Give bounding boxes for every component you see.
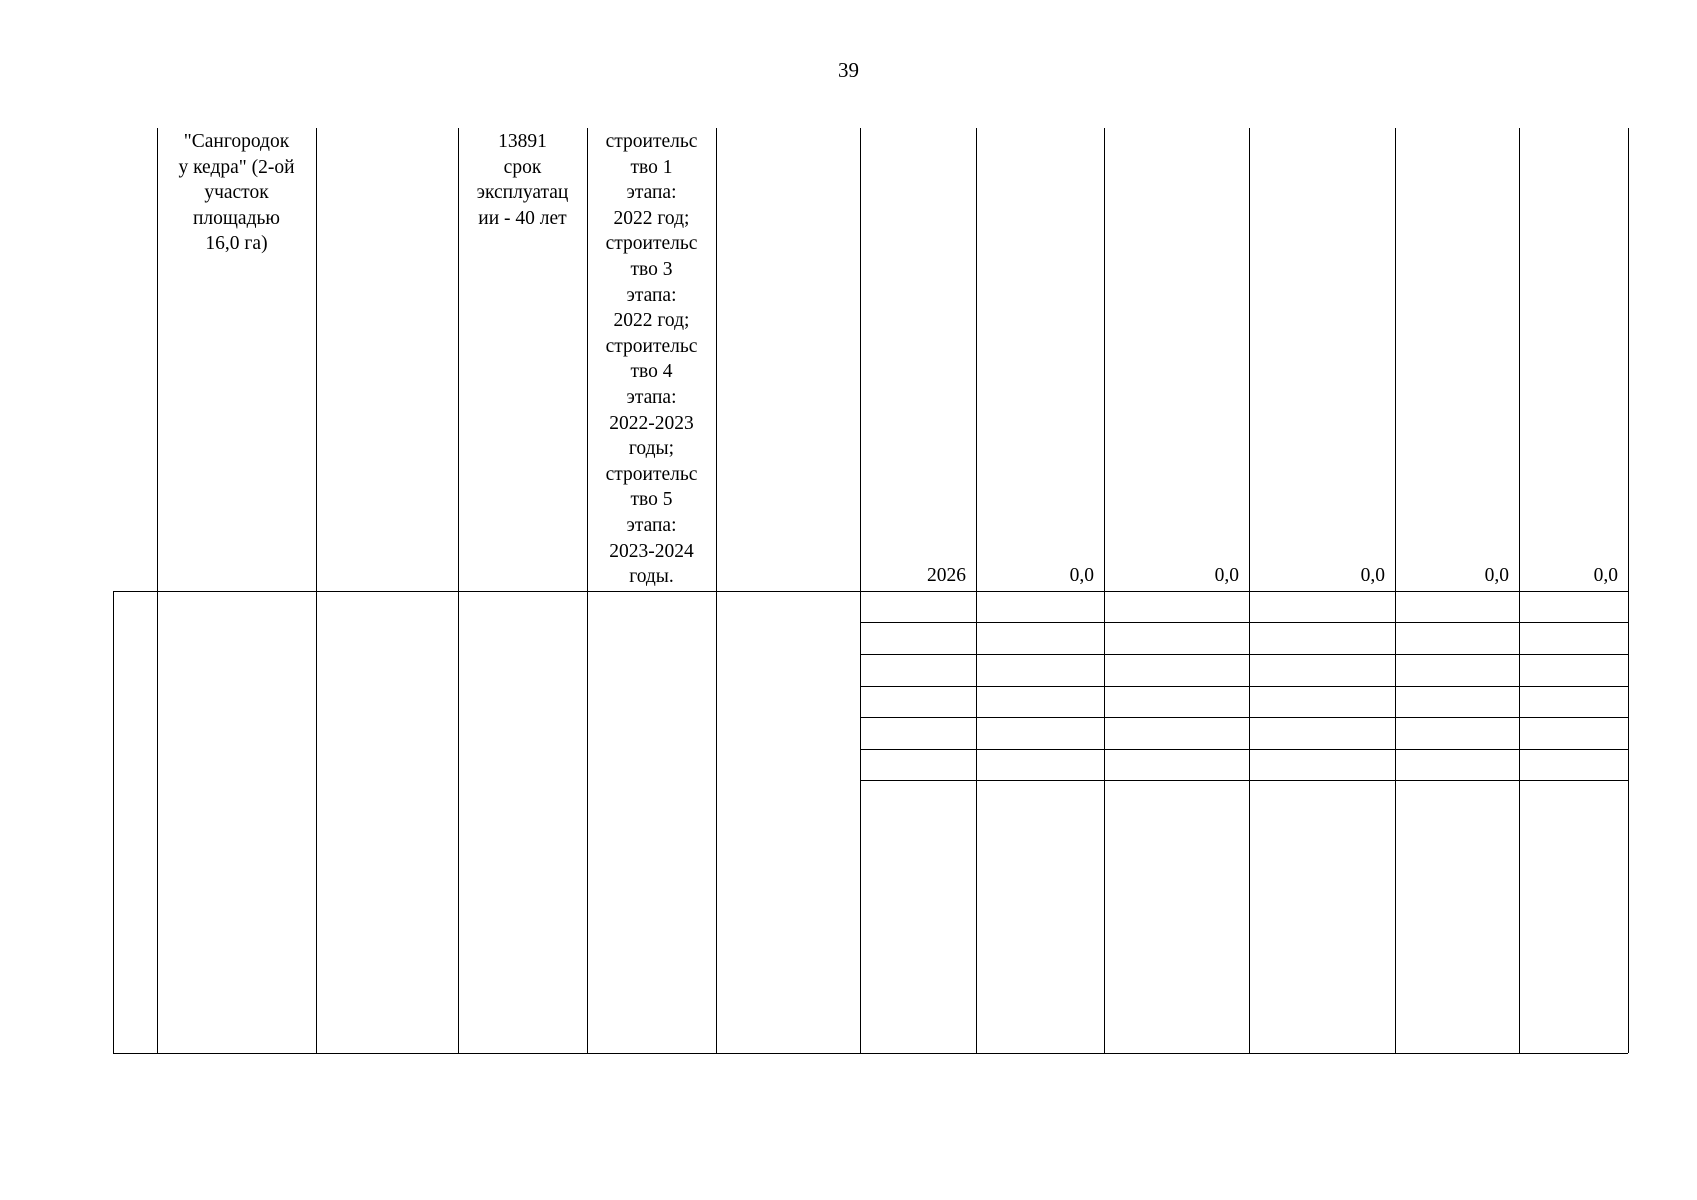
amount-cell: 0,0: [1360, 565, 1385, 587]
amount-cell: 0,0: [1214, 565, 1239, 587]
row-separator: [113, 591, 1628, 592]
column-border: [1249, 128, 1250, 1053]
indicator-text: ии - 40 лет: [478, 207, 567, 229]
term-text: этапа:: [626, 387, 677, 408]
column-border: [1395, 128, 1396, 1053]
column-border: [1628, 128, 1629, 1053]
column-border: [860, 128, 861, 1053]
term-text: этапа:: [626, 515, 677, 536]
page-number: 39: [838, 58, 859, 82]
term-text: строительс: [605, 335, 698, 357]
indicator-text: эксплуатац: [476, 182, 569, 204]
column-border: [587, 128, 588, 1053]
indicator-text: срок: [503, 156, 542, 178]
year-cell: 2026: [927, 565, 966, 587]
object-name-text: у кедра" (2-ой: [178, 156, 295, 178]
term-text: тво 3: [630, 259, 673, 280]
column-border: [113, 591, 114, 1053]
column-border: [1519, 128, 1520, 1053]
indicator-text: 13891: [498, 131, 547, 152]
term-text: тво 5: [630, 489, 673, 511]
term-text: годы;: [628, 438, 675, 460]
object-name-text: 16,0 га): [205, 233, 268, 255]
term-text: этапа:: [626, 284, 677, 306]
term-text: годы.: [629, 566, 674, 588]
object-name-text: участок: [204, 182, 269, 204]
table-bottom-border: [113, 1053, 1628, 1054]
term-text: этапа:: [626, 182, 677, 204]
column-border: [316, 128, 317, 1053]
amount-cell: 0,0: [1069, 565, 1094, 587]
term-text: строительс: [605, 463, 698, 485]
term-text: 2022 год;: [613, 207, 690, 229]
column-border: [976, 128, 977, 1053]
column-border: [458, 128, 459, 1053]
term-text: тво 1: [630, 156, 673, 178]
amount-cell: 0,0: [1484, 565, 1509, 587]
term-text: 2023-2024: [609, 540, 694, 562]
term-text: тво 4: [630, 361, 673, 383]
column-border: [157, 128, 158, 1053]
term-text: строительс: [605, 131, 698, 152]
term-text: 2022 год;: [613, 310, 690, 332]
column-border: [716, 128, 717, 1053]
term-text: 2022-2023: [609, 412, 694, 434]
object-name-text: площадью: [193, 207, 280, 229]
term-text: строительс: [605, 233, 698, 255]
column-border: [1104, 128, 1105, 1053]
amount-cell: 0,0: [1593, 565, 1618, 587]
object-name-text: "Сангородок: [183, 131, 290, 152]
